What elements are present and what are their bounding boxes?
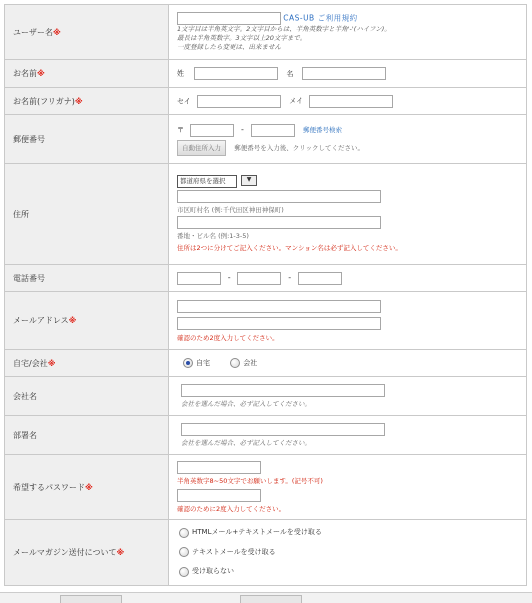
phone-second-input[interactable] [237, 272, 281, 285]
magazine-none-label: 受け取らない [192, 567, 234, 576]
required-mark: ※ [53, 27, 61, 37]
home-company-field-cell [169, 350, 527, 377]
row-department [5, 416, 527, 455]
postal-second-input[interactable] [251, 124, 295, 137]
required-mark: ※ [74, 96, 83, 106]
username-field-cell [169, 5, 527, 60]
department-input[interactable] [181, 423, 385, 436]
company-field-cell [169, 377, 527, 416]
auto-address-button[interactable]: 自動住所入力 [177, 140, 226, 156]
postal-mark: 〒 [177, 126, 184, 134]
last-name-input[interactable] [194, 67, 278, 80]
username-input[interactable] [177, 12, 281, 25]
home-company-label: 自宅/会社※ [5, 350, 169, 377]
department-label: 部署名 [5, 416, 169, 455]
required-mark: ※ [47, 358, 56, 368]
company-input[interactable] [181, 384, 385, 397]
magazine-none-radio[interactable] [179, 567, 189, 577]
row-magazine [5, 520, 527, 586]
magazine-text-label: テキストメールを受け取る [192, 547, 276, 556]
password-note-2: 確認のために2度入力してください。 [177, 505, 286, 513]
magazine-field-cell [169, 520, 527, 586]
kana-field-cell [169, 88, 527, 115]
name-field-cell [169, 60, 527, 88]
row-kana [5, 88, 527, 115]
first-kana-label: メイ [289, 97, 304, 105]
phone-field-cell [169, 265, 527, 292]
row-address [5, 164, 527, 265]
magazine-text-radio[interactable] [179, 547, 189, 557]
password-note-1: 半角英数字8~50文字でお願いします。(記号不可) [177, 477, 323, 485]
terms-link[interactable]: CAS-UB ご利用規約 [283, 13, 358, 23]
department-field-cell [169, 416, 527, 455]
password-label: 希望するパスワード※ [5, 455, 169, 520]
password-confirm-input[interactable] [177, 489, 261, 502]
department-hint: 会社を選んだ場合、必ず記入してください。 [181, 438, 311, 447]
last-name-label: 姓 [177, 69, 184, 78]
phone-label: 電話番号 [5, 265, 169, 292]
row-email [5, 292, 527, 350]
phone-third-input[interactable] [298, 272, 342, 285]
street-input[interactable] [177, 216, 381, 229]
kana-label: お名前(フリガナ)※ [5, 88, 169, 115]
row-phone [5, 265, 527, 292]
magazine-label: メールマガジン送付について※ [5, 520, 169, 586]
required-mark: ※ [37, 69, 45, 78]
chevron-down-icon[interactable]: ▼ [241, 175, 257, 186]
address-note: 住所は2つに分けてご記入ください。マンション名は必ず記入してください。 [177, 243, 402, 252]
first-kana-input[interactable] [309, 95, 393, 108]
email-label: メールアドレス※ [5, 292, 169, 350]
username-note-3: 一度登録したら変更は、出来ません [177, 43, 281, 51]
home-radio[interactable] [183, 358, 193, 368]
prefecture-select[interactable]: 都道府県を選択 [177, 175, 237, 188]
phone-dash-1: - [227, 273, 231, 282]
required-mark: ※ [116, 548, 125, 557]
username-note-2: 最長は半角英数字。3文字以上20文字まで。 [177, 34, 307, 42]
city-hint: 市区町村名 (例:千代田区神田神保町) [177, 205, 284, 214]
email-confirm-input[interactable] [177, 317, 381, 330]
password-input[interactable] [177, 461, 261, 474]
postal-search-link[interactable]: 郵便番号検索 [302, 126, 342, 134]
company-hint: 会社を選んだ場合、必ず記入してください。 [181, 399, 311, 408]
postal-first-input[interactable] [190, 124, 234, 137]
password-field-cell [169, 455, 527, 520]
postal-label: 郵便番号 [5, 115, 169, 164]
row-postal [5, 115, 527, 164]
first-name-label: 名 [286, 69, 294, 78]
registration-form [4, 4, 527, 586]
row-home-company [5, 350, 527, 377]
username-note-1: 1文字目は半角英文字。2文字目からは、半角英数字と半角'-'(ハイフン)。 [177, 25, 391, 33]
email-field-cell [169, 292, 527, 350]
email-note: 確認のため2度入力してください。 [177, 333, 279, 342]
address-field-cell [169, 164, 527, 265]
magazine-html-radio[interactable] [179, 528, 189, 538]
required-mark: ※ [68, 316, 77, 325]
name-label: お名前※ [5, 60, 169, 88]
home-radio-label: 自宅 [196, 359, 210, 367]
phone-first-input[interactable] [177, 272, 221, 285]
last-kana-label: セイ [177, 97, 191, 105]
last-kana-input[interactable] [197, 95, 281, 108]
required-mark: ※ [85, 482, 93, 492]
row-password [5, 455, 527, 520]
address-label: 住所 [5, 164, 169, 265]
row-name [5, 60, 527, 88]
row-company [5, 377, 527, 416]
auto-address-hint: 郵便番号を入力後、クリックしてください。 [234, 144, 364, 152]
email-input[interactable] [177, 300, 381, 313]
phone-dash-2: - [288, 273, 292, 282]
postal-field-cell [169, 115, 527, 164]
company-label: 会社名 [5, 377, 169, 416]
company-radio[interactable] [230, 358, 240, 368]
street-hint: 番地・ビル名 (例:1-3-5) [177, 231, 249, 240]
username-label: ユーザー名※ [5, 5, 169, 60]
magazine-html-label: HTMLメール+テキストメールを受け取る [192, 528, 322, 537]
row-username [5, 5, 527, 60]
city-input[interactable] [177, 190, 381, 203]
company-radio-label: 会社 [243, 359, 258, 367]
first-name-input[interactable] [302, 67, 386, 80]
postal-dash: - [241, 125, 244, 134]
